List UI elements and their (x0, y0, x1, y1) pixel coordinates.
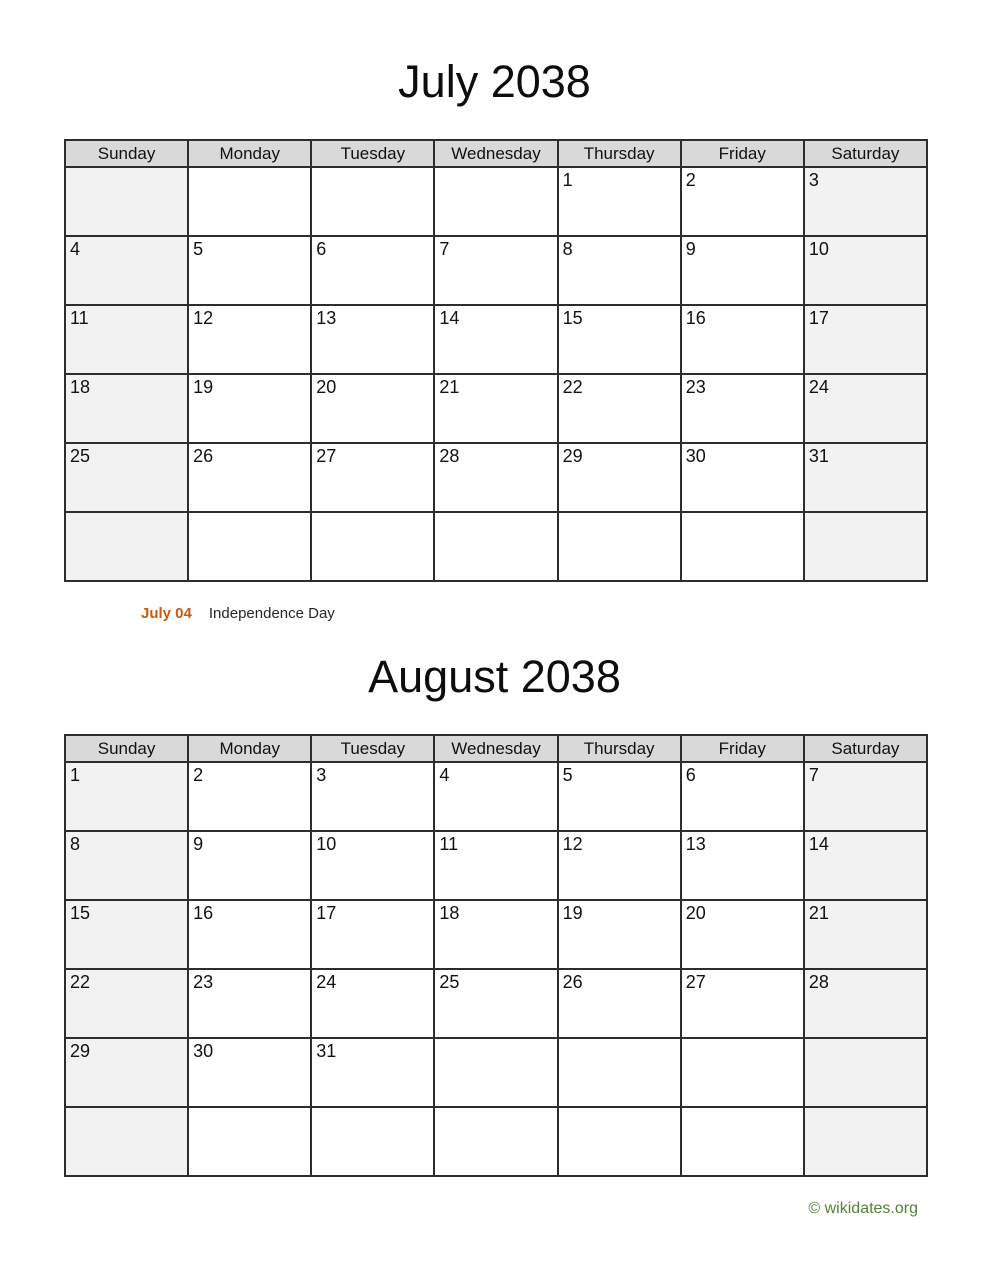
month-title-august: August 2038 (368, 651, 621, 702)
week-row (65, 374, 927, 443)
day-number: 13 (316, 308, 337, 328)
day-cell-15 (65, 900, 188, 969)
weekday-header-saturday: Saturday (804, 140, 927, 167)
month-section-august (0, 623, 989, 1177)
week-row (65, 831, 927, 900)
day-number: 4 (439, 765, 450, 785)
day-number: 16 (685, 308, 706, 328)
day-number: 8 (70, 834, 81, 854)
day-number: 27 (685, 972, 706, 992)
day-number: 17 (808, 308, 829, 328)
day-cell-8 (65, 831, 188, 900)
day-cell-2 (681, 167, 804, 236)
day-cell-empty (434, 1107, 557, 1176)
day-cell-24 (311, 969, 434, 1038)
day-cell-empty (804, 1038, 927, 1107)
day-number: 7 (439, 239, 450, 259)
day-number: 15 (562, 308, 583, 328)
day-cell-22 (65, 969, 188, 1038)
day-number: 8 (562, 239, 573, 259)
day-number: 12 (193, 308, 214, 328)
week-row (65, 512, 927, 581)
day-cell-25 (434, 969, 557, 1038)
calendar-table-august (64, 734, 928, 1177)
day-cell-26 (188, 443, 311, 512)
day-cell-20 (311, 374, 434, 443)
day-number: 26 (193, 446, 214, 466)
day-number: 28 (808, 972, 829, 992)
day-number: 26 (562, 972, 583, 992)
day-cell-3 (804, 167, 927, 236)
day-cell-29 (65, 1038, 188, 1107)
day-cell-5 (558, 762, 681, 831)
day-cell-empty (681, 1107, 804, 1176)
day-number: 28 (439, 446, 460, 466)
day-cell-30 (188, 1038, 311, 1107)
day-cell-28 (804, 969, 927, 1038)
weekday-header-saturday: Saturday (804, 735, 927, 762)
day-number: 5 (193, 239, 204, 259)
month-section-july (0, 0, 989, 623)
day-number: 24 (808, 377, 829, 397)
day-number: 3 (316, 765, 327, 785)
day-cell-6 (681, 762, 804, 831)
weekday-header-thursday: Thursday (558, 140, 681, 167)
day-number: 20 (316, 377, 337, 397)
day-cell-30 (681, 443, 804, 512)
day-number: 7 (808, 765, 819, 785)
day-cell-23 (681, 374, 804, 443)
day-cell-empty (188, 512, 311, 581)
day-number: 15 (70, 903, 91, 923)
weekday-header-wednesday: Wednesday (434, 140, 557, 167)
day-number: 22 (562, 377, 583, 397)
day-cell-empty (558, 1038, 681, 1107)
week-row (65, 762, 927, 831)
day-number: 17 (316, 903, 337, 923)
day-cell-27 (311, 443, 434, 512)
holiday-note-row (141, 605, 989, 623)
day-number: 24 (316, 972, 337, 992)
day-cell-empty (558, 1107, 681, 1176)
weekday-header-friday: Friday (681, 735, 804, 762)
week-row (65, 443, 927, 512)
day-cell-12 (188, 305, 311, 374)
day-cell-9 (188, 831, 311, 900)
day-number: 20 (685, 903, 706, 923)
week-row (65, 305, 927, 374)
weekday-header-monday: Monday (188, 140, 311, 167)
day-cell-empty (804, 1107, 927, 1176)
day-cell-28 (434, 443, 557, 512)
day-cell-7 (434, 236, 557, 305)
day-cell-11 (434, 831, 557, 900)
day-cell-20 (681, 900, 804, 969)
holiday-label: Independence Day (208, 605, 335, 622)
day-number: 21 (808, 903, 829, 923)
weekday-header-wednesday: Wednesday (434, 735, 557, 762)
day-number: 9 (193, 834, 204, 854)
day-cell-7 (804, 762, 927, 831)
week-row (65, 969, 927, 1038)
day-cell-empty (188, 1107, 311, 1176)
day-cell-19 (188, 374, 311, 443)
day-cell-10 (311, 831, 434, 900)
day-cell-8 (558, 236, 681, 305)
day-number: 2 (685, 170, 696, 190)
month-title-july: July 2038 (398, 56, 591, 107)
day-cell-25 (65, 443, 188, 512)
week-row (65, 1107, 927, 1176)
day-cell-17 (804, 305, 927, 374)
weekday-header-monday: Monday (188, 735, 311, 762)
day-cell-13 (311, 305, 434, 374)
holiday-date: July 04 (141, 605, 192, 622)
week-row (65, 236, 927, 305)
day-cell-empty (311, 512, 434, 581)
weekday-header-thursday: Thursday (558, 735, 681, 762)
day-cell-3 (311, 762, 434, 831)
day-cell-14 (434, 305, 557, 374)
day-cell-12 (558, 831, 681, 900)
day-number: 16 (193, 903, 214, 923)
day-cell-empty (681, 1038, 804, 1107)
day-cell-4 (434, 762, 557, 831)
weekday-header-sunday: Sunday (65, 735, 188, 762)
footer-credit-link[interactable]: © wikidates.org (808, 1200, 918, 1217)
day-number: 30 (685, 446, 706, 466)
day-number: 11 (439, 834, 459, 854)
day-cell-16 (681, 305, 804, 374)
day-number: 14 (808, 834, 829, 854)
day-number: 23 (193, 972, 214, 992)
day-number: 10 (316, 834, 337, 854)
day-number: 3 (808, 170, 819, 190)
day-cell-empty (311, 1107, 434, 1176)
day-cell-11 (65, 305, 188, 374)
day-number: 14 (439, 308, 460, 328)
day-cell-16 (188, 900, 311, 969)
day-number: 23 (685, 377, 706, 397)
day-cell-14 (804, 831, 927, 900)
day-number: 9 (685, 239, 696, 259)
week-row (65, 167, 927, 236)
day-number: 29 (70, 1041, 91, 1061)
day-cell-10 (804, 236, 927, 305)
day-cell-empty (65, 512, 188, 581)
day-number: 10 (808, 239, 829, 259)
day-number: 12 (562, 834, 583, 854)
day-cell-empty (804, 512, 927, 581)
day-number: 1 (70, 765, 81, 785)
week-row (65, 1038, 927, 1107)
day-number: 19 (193, 377, 214, 397)
week-row (65, 900, 927, 969)
day-number: 31 (316, 1041, 337, 1061)
day-cell-empty (434, 1038, 557, 1107)
day-cell-27 (681, 969, 804, 1038)
day-cell-18 (434, 900, 557, 969)
day-number: 29 (562, 446, 583, 466)
day-cell-1 (558, 167, 681, 236)
day-number: 19 (562, 903, 583, 923)
day-number: 1 (562, 170, 573, 190)
day-cell-17 (311, 900, 434, 969)
day-number: 30 (193, 1041, 214, 1061)
weekday-header-row (65, 140, 927, 167)
day-number: 6 (316, 239, 327, 259)
day-number: 13 (685, 834, 706, 854)
day-cell-21 (434, 374, 557, 443)
day-number: 18 (439, 903, 460, 923)
day-cell-29 (558, 443, 681, 512)
day-cell-empty (434, 512, 557, 581)
day-cell-19 (558, 900, 681, 969)
weekday-header-tuesday: Tuesday (311, 735, 434, 762)
day-number: 6 (685, 765, 696, 785)
day-cell-24 (804, 374, 927, 443)
day-cell-empty (188, 167, 311, 236)
day-cell-31 (804, 443, 927, 512)
day-number: 27 (316, 446, 337, 466)
day-cell-18 (65, 374, 188, 443)
day-number: 4 (70, 239, 81, 259)
day-number: 2 (193, 765, 204, 785)
weekday-header-sunday: Sunday (65, 140, 188, 167)
day-cell-22 (558, 374, 681, 443)
calendar-table-july (64, 139, 928, 582)
day-cell-23 (188, 969, 311, 1038)
day-number: 11 (70, 308, 89, 328)
day-cell-empty (558, 512, 681, 581)
day-number: 25 (439, 972, 460, 992)
day-cell-empty (65, 1107, 188, 1176)
day-number: 5 (562, 765, 573, 785)
day-cell-9 (681, 236, 804, 305)
day-number: 22 (70, 972, 91, 992)
day-cell-26 (558, 969, 681, 1038)
weekday-header-tuesday: Tuesday (311, 140, 434, 167)
day-cell-empty (434, 167, 557, 236)
weekday-header-row (65, 735, 927, 762)
day-cell-15 (558, 305, 681, 374)
day-cell-1 (65, 762, 188, 831)
day-cell-empty (65, 167, 188, 236)
day-cell-6 (311, 236, 434, 305)
day-cell-13 (681, 831, 804, 900)
day-cell-empty (681, 512, 804, 581)
day-cell-21 (804, 900, 927, 969)
day-cell-2 (188, 762, 311, 831)
day-number: 31 (808, 446, 829, 466)
day-cell-4 (65, 236, 188, 305)
day-cell-empty (311, 167, 434, 236)
day-cell-31 (311, 1038, 434, 1107)
day-number: 21 (439, 377, 460, 397)
day-number: 25 (70, 446, 91, 466)
weekday-header-friday: Friday (681, 140, 804, 167)
day-number: 18 (70, 377, 91, 397)
day-cell-5 (188, 236, 311, 305)
